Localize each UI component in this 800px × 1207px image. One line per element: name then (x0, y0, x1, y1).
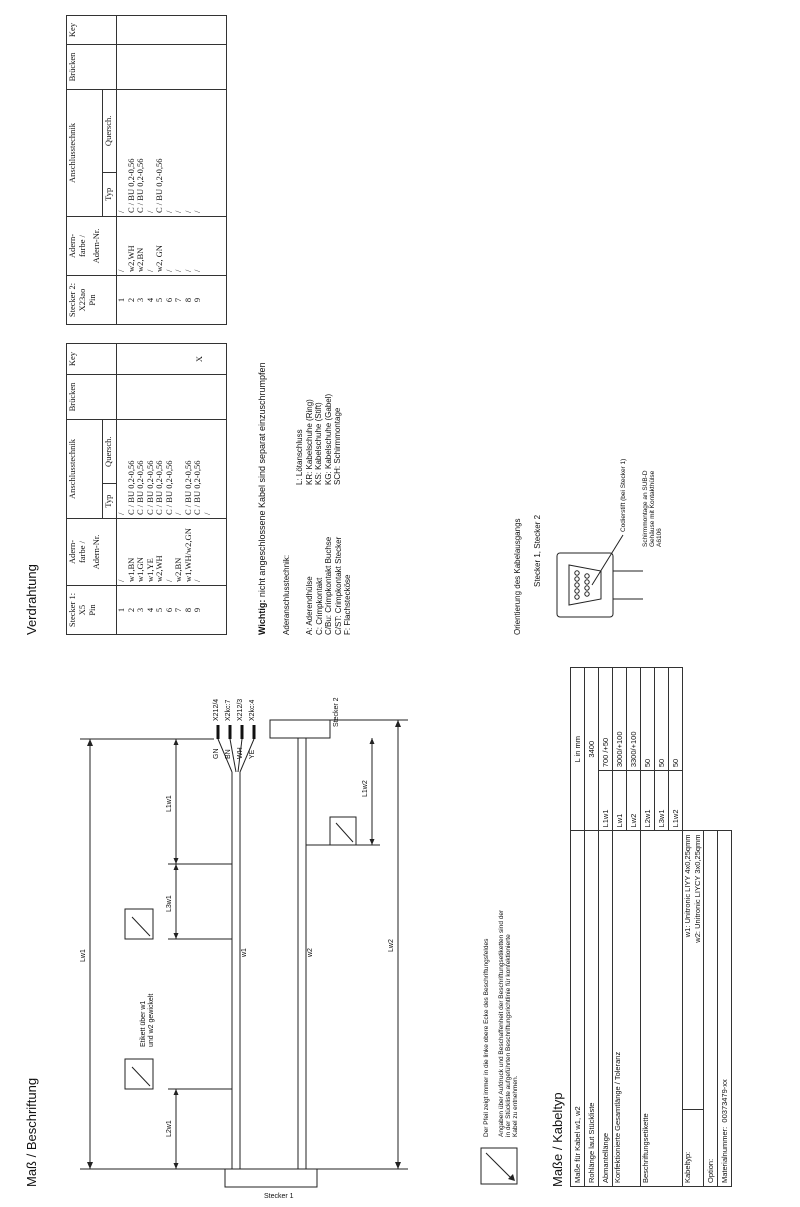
t2-head-ader (67, 217, 117, 276)
t1-head-typ: Typ (103, 484, 117, 519)
t2-head-stecker (67, 276, 117, 325)
t2-head-stecker-id: X23ao (77, 288, 87, 312)
wichtig-text: nicht angeschlossene Kabel sind separat einzuschrumpfen (257, 362, 267, 600)
dim-material-val: 00373479-xx (720, 1079, 729, 1123)
t2-head-quer: Quersch. (103, 90, 117, 173)
t1-key: X (117, 344, 227, 375)
label-etikett-1: Etikett über w1 (140, 1000, 147, 1047)
ader-legend-kg: KG: Kabelschuhe (Gabel) (323, 393, 333, 485)
dim-kabeltyp: Kabeltyp: (683, 1110, 704, 1187)
title-orientierung: Orientierung des Kabelausgangs (513, 518, 522, 635)
wire-color-gn: GN (213, 748, 220, 759)
ader-legend-a: A: Aderendhülse (305, 576, 314, 635)
wire-color-bn: BN (225, 749, 232, 759)
t1-head-adernr: Adern-Nr. (91, 534, 101, 570)
wire-end-1: X212/4 (213, 698, 220, 721)
ader-legend-ks: KS: Kabelschuhe (Stift) (314, 402, 323, 485)
t1-typq: / C / BU 0,2-0,56 C / BU 0,2-0,56 C / BU 0,2-0,56 C / BU 0,2-0,56 C / BU 0,2-0,56 / C / BU 0,2-0,56 C / BU 0,2-0,56 / (117, 420, 227, 519)
title-mass-beschriftung: Maß / Beschriftung (24, 1077, 39, 1187)
note-info-1: Angaben über Aufdruck und Beschaffenheit der Beschriftungsetiketten sind der (498, 909, 505, 1137)
t2-typq: / C / BU 0,2-0,56 C / BU 0,2-0,56 / C / BU 0,2-0,56 / / / / (117, 90, 227, 217)
t1-head-quer: Quersch. (103, 420, 117, 484)
note-info-2: in der Stückliste aufgeführten Beschriftungsrichtlinie für konfektionierte (505, 934, 512, 1137)
dim-rohlaenge-val: 3400 (585, 668, 599, 831)
t1-head-pin: Pin (87, 604, 97, 616)
note-info-3: Kabel zu entnehmen. (512, 1075, 519, 1137)
label-l1w1: L1w1 (166, 795, 173, 812)
dim-beschr-code-3: L1w2 (669, 771, 683, 831)
t2-head-ansch: Anschlusstechnik (67, 90, 103, 217)
wiring-table-stecker1 (66, 343, 227, 635)
ader-legend-sch: SCH: Schirmmontage (333, 407, 342, 485)
dimension-table (570, 667, 732, 1187)
t2-pins: 1 2 3 4 5 6 7 8 9 (117, 276, 227, 325)
aderanschluss-right (295, 394, 343, 485)
dim-option: Option: (704, 831, 718, 1187)
orient-schirm-3: A6106 (656, 528, 663, 547)
label-etikett-2: und w2 gewickelt (148, 993, 155, 1047)
t2-colors: / w2,WH w2,BN / w2, GN / / / / (117, 217, 227, 276)
ader-legend-kr: KR: Kabelschuhe (Ring) (304, 399, 314, 485)
orient-stecker: Stecker 1, Stecker 2 (533, 514, 542, 587)
t1-head-key: Key (67, 344, 117, 375)
dim-header-left: Maße für Kabel w1, w2 (571, 831, 585, 1187)
title-verdrahtung: Verdrahtung (24, 564, 39, 635)
t2-head-pin: Pin (87, 294, 97, 306)
dim-konf-val-1: 3000/+100 (613, 668, 627, 771)
ader-legend-f: F: Flachstecköse (343, 574, 352, 635)
label-l2w1: L2w1 (166, 1120, 173, 1137)
aderanschluss-title: Aderanschlusstechnik: (282, 554, 291, 635)
dim-beschr-val-2: 50 (655, 668, 669, 771)
t2-head-adernr: Adern-Nr. (91, 228, 101, 264)
dim-kabeltyp-values (683, 831, 704, 1110)
dim-beschr-val-3: 50 (669, 668, 683, 771)
stecker1-box (225, 1169, 317, 1187)
ader-legend-cbu: C/Bu: Crimpkontakt Buchse (324, 536, 333, 635)
dim-material-label: Materialnummer: (720, 1126, 729, 1183)
t2-head-key: Key (67, 16, 117, 45)
wiring-table-stecker2 (66, 15, 227, 325)
t2-head-typ: Typ (103, 172, 117, 216)
t1-colors: / w1,BN w1,GN w1,YE w2,WH / w2,BN w1,WH/w2,GN / (117, 519, 227, 586)
t1-head-bruecken: Brücken (67, 375, 117, 420)
ader-legend-l: L: Lötanschluss (295, 429, 304, 485)
dim-header-right: L in mm (571, 668, 585, 831)
stecker2-box (270, 720, 330, 738)
orient-codier: Codierstift (bei Stecker 1) (620, 458, 627, 532)
dim-kabeltyp-w2: w2: Unitronic LIYCY 3x0,25qmm (693, 834, 702, 943)
ader-legend-c: C: Crimpkontakt (314, 577, 324, 635)
label-w2: w2 (307, 948, 314, 957)
dim-beschr-code-2: L3w1 (655, 771, 669, 831)
label-stecker2: Stecker 2 (333, 697, 340, 727)
t2-head-ader-1: Adern- (67, 233, 77, 259)
dim-beschr-val-1: 50 (641, 668, 655, 771)
title-masse-kabeltyp: Maße / Kabeltyp (550, 1092, 565, 1187)
t1-head-ader-1: Adern- (67, 539, 77, 565)
label-w1: w1 (241, 948, 248, 957)
wire-end-2: X2kc:7 (225, 699, 232, 721)
wire-end-3: X212/3 (237, 698, 244, 721)
dim-material (718, 831, 732, 1187)
wichtig-note (258, 362, 268, 635)
dim-rohlaenge: Rohlänge laut Stückliste (585, 831, 599, 1187)
wichtig-label: Wichtig: (257, 599, 267, 635)
dim-beschr: Beschriftungsetikette (641, 831, 683, 1187)
dim-konf-code-2: Lw2 (627, 771, 641, 831)
orient-schirm-2: Gehäuse mit Kontakthülse (649, 470, 656, 547)
t1-head-stecker-id: X5 (77, 604, 87, 616)
t2-head-ader-2: farbe / (77, 235, 87, 257)
orient-schirm-1: Schirmmontage an SUB-D (642, 470, 649, 547)
dim-konf-code-1: Lw1 (613, 771, 627, 831)
wire-end-4: X2kc:4 (249, 699, 256, 721)
label-lw2: Lw2 (388, 939, 395, 952)
t2-head-bruecken: Brücken (67, 45, 117, 90)
label-l1w2: L1w2 (362, 780, 369, 797)
t1-head-ader (67, 519, 117, 586)
arrow-symbol (480, 1145, 520, 1185)
t1-pins: 1 2 3 4 5 6 7 8 9 (117, 586, 227, 635)
wire-color-wh: WH (237, 747, 244, 759)
dim-abmantel-val: 700 /+50 (599, 668, 613, 771)
dim-abmantel-code: L1w1 (599, 771, 613, 831)
label-l3w1: L3w1 (166, 895, 173, 912)
aderanschluss-left (305, 537, 353, 635)
label-lw1: Lw1 (80, 949, 87, 962)
t1-head-stecker-label: Stecker 1: (67, 592, 77, 628)
dim-beschr-code-1: L2w1 (641, 771, 655, 831)
label-stecker1: Stecker 1 (264, 1193, 294, 1200)
wire-color-ye: YE (249, 749, 256, 759)
t1-head-stecker (67, 586, 117, 635)
ader-legend-cst: C/ST: Crimpkontakt Stecker (333, 536, 343, 635)
dim-kabeltyp-w1: w1: Unitronic LIYY 4x0,25qmm (683, 834, 692, 938)
dim-abmantel: Abmantellänge (599, 831, 613, 1187)
t1-head-ader-2: farbe / (77, 541, 87, 563)
t2-head-stecker-label: Stecker 2: (67, 282, 77, 318)
dim-konf-val-2: 3300/+100 (627, 668, 641, 771)
t1-head-ansch: Anschlusstechnik (67, 420, 103, 519)
dim-konf: Konfektionierte Gesamtlänge / Toleranz (613, 831, 641, 1187)
note-arrow: Der Pfeil zeigt immer in die linke obere Ecke des Beschriftungsfeldes (483, 938, 490, 1137)
subd-connector-icon (545, 435, 645, 635)
